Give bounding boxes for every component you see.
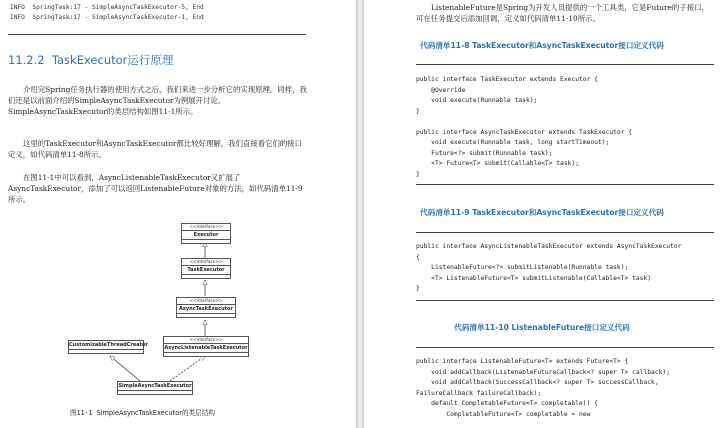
code-line: }: [416, 170, 420, 178]
diagram-connectors: [0, 0, 356, 428]
class-box-async-listenable-task-executor: [163, 336, 249, 357]
class-name: AsyncTaskExecutor: [179, 306, 233, 312]
listing-title: 代码清单11-9 TaskExecutor和AsyncTaskExecutor接口定义代码: [420, 208, 664, 217]
log-line: INFO SpringTask:17 - SimpleAsyncTaskExecutor-1, End: [10, 14, 204, 21]
code-line: [416, 117, 716, 128]
section-title: TaskExecutor运行原理: [51, 53, 174, 67]
right-page: [364, 0, 720, 428]
listing-top-rule: [416, 232, 714, 233]
class-box-async-task-executor: [176, 297, 236, 318]
paragraph: 介绍完Spring任务执行器的使用方式之后，我们来进一步分析它的实现原理。同样，我们还是以前面介绍的SimpleAsyncTaskExecutor为例展开讨论。SimpleAsyncTaskExecutor的类层结构如图11-1所示。: [8, 85, 307, 117]
paragraph: 在图11-1中可以看到，AsyncListenableTaskExecutor又扩展了AsyncTaskExecutor，添加了可以返回ListenableFuture对象的方法，如代码清单11-9所示。: [8, 173, 303, 205]
log-line: INFO SpringTask:17 - SimpleAsyncTaskExecutor-5, End: [10, 4, 204, 11]
code-line: default CompletableFuture<T> completable() {: [416, 400, 598, 407]
code-line: {: [416, 253, 420, 261]
code-line: ListenableFuture<?> submitListenable(Runnable task);: [416, 264, 629, 271]
class-name: Executor: [193, 232, 219, 238]
figure-caption-text: SimpleAsyncTaskExecutor的类层结构: [96, 409, 215, 417]
class-box-simple-async-task-executor: [117, 381, 193, 395]
code-line: void addCallback(SuccessCallback<? super T> successCallback,: [416, 379, 659, 386]
code-line: void execute(Runnable task, long startTimeout);: [416, 139, 610, 146]
stereotype-label: <<interface>>: [182, 259, 230, 266]
figure-caption: [70, 407, 215, 417]
code-line: public interface AsyncTaskExecutor extends TaskExecutor {: [416, 128, 633, 136]
realization-arrow: [170, 356, 205, 381]
code-line: @Override: [416, 86, 466, 94]
code-line: public interface AsyncListenableTaskExecutor extends AsyncTaskExecutor: [416, 243, 682, 250]
paragraph: 这里的TaskExecutor和AsyncTaskExecutor都比较好理解，我们直接看它们的接口定义，如代码清单11-8所示。: [8, 139, 303, 160]
stereotype-label: <<interface>>: [164, 337, 248, 344]
class-box-customizable-thread-creator: [68, 340, 148, 354]
class-name: SimpleAsyncTaskExecutor: [118, 383, 192, 389]
code-line: CompletableFuture<T> completable = new: [416, 410, 591, 418]
code-line: void execute(Runnable task);: [416, 97, 538, 104]
section-number: 11.2.2: [8, 53, 45, 67]
class-box-executor: [181, 223, 231, 244]
code-line: }: [416, 107, 420, 115]
code-line: }: [416, 285, 420, 292]
class-box-task-executor: [181, 258, 231, 279]
code-line: void addCallback(ListenableFutureCallback<? super T> callback);: [416, 368, 671, 376]
left-page: [0, 0, 356, 428]
code-line: <T> ListenableFuture<T> submitListenable(Callable<T> task): [416, 274, 652, 282]
figure-label: 图11-1: [70, 409, 93, 417]
code-block-11-9: [416, 242, 716, 295]
class-name: TaskExecutor: [187, 267, 225, 273]
code-line: Future<?> submit(Runnable task);: [416, 149, 553, 157]
code-block-11-8: [416, 75, 716, 180]
listing-title: 代码清单11-10 ListenableFuture接口定义代码: [454, 323, 630, 332]
code-line: FailureCallback failureCallback);: [416, 389, 542, 397]
book-gutter: [356, 0, 364, 428]
inheritance-arrow: [110, 356, 140, 381]
code-line: public interface TaskExecutor extends Executor {: [416, 76, 598, 83]
listing-top-rule: [416, 64, 714, 65]
code-line: <T> Future<T> submit(Callable<T> task);: [416, 160, 580, 167]
stereotype-label: <<interface>>: [182, 224, 230, 231]
stereotype-label: <<interface>>: [177, 298, 235, 305]
listing-top-rule: [416, 347, 714, 348]
class-name: CustomizableThreadCreator: [69, 342, 148, 348]
listing-bottom-rule: [416, 300, 714, 301]
code-line: public interface ListenableFuture<T> extends Future<T> {: [416, 358, 629, 365]
class-name: AsyncListenableTaskExecutor: [164, 345, 248, 351]
code-block-11-10: [416, 357, 716, 420]
paragraph: ListenableFuture是Spring为开发人员提供的一个工具类，它是Future的子接口，可在任务提交后添加回调，定义如代码清单11-10所示。: [416, 3, 709, 24]
listing-bottom-rule: [416, 184, 714, 185]
listing-title: 代码清单11-8 TaskExecutor和AsyncTaskExecutor接口定义代码: [420, 41, 664, 50]
